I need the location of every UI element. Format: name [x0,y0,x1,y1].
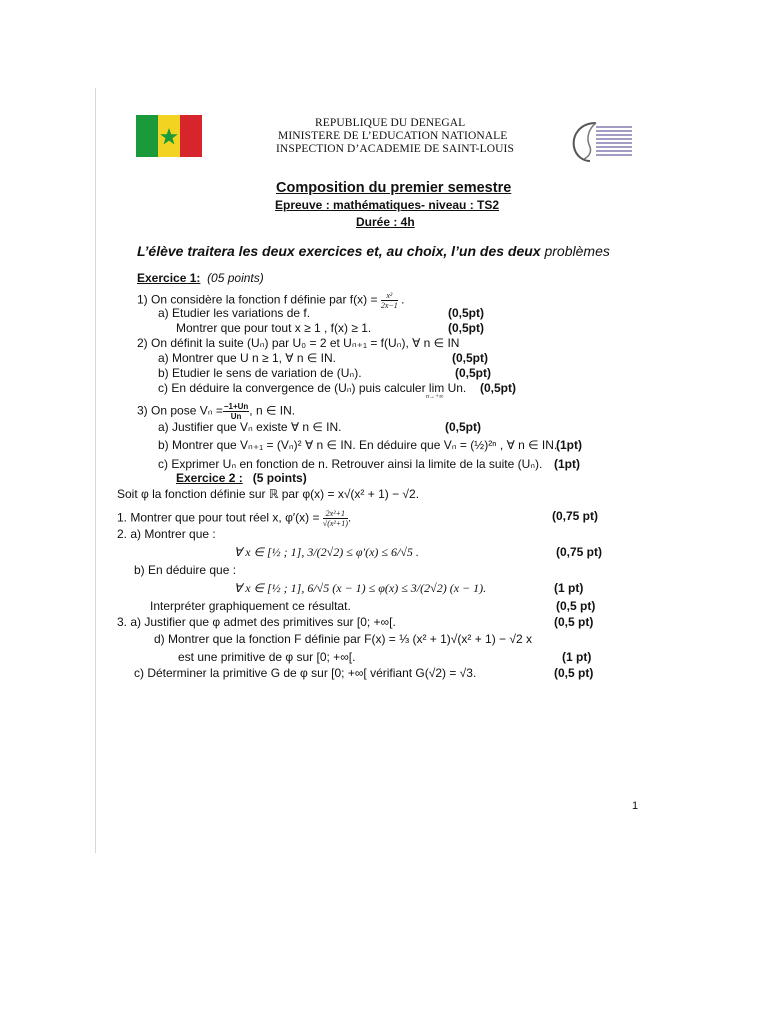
ex1-q1b-points: (0,5pt) [448,321,484,335]
exam-subject: Epreuve : mathématiques- niveau : TS2 [275,198,500,212]
instruction-light: problèmes [540,243,610,259]
ex1-q3c-points: (1pt) [554,457,580,471]
ex2-q2: 2. a) Montrer que : [117,527,216,541]
ex2-q1 [117,509,351,528]
instruction-bold: L’élève traitera les deux exercices et, au choix, l’un des deux [137,243,541,259]
ex2-q3d-points: (1 pt) [562,650,592,664]
ex1-q3-num: −1+Un [223,402,249,411]
ex2-q1-text: 1. Montrer que pour tout réel x, φ′(x) = [117,510,320,525]
ex2-q1-points: (0,75 pt) [552,509,599,523]
star-icon [136,115,202,157]
ex1-q2a: a) Montrer que U n ≥ 1, ∀ n ∈ IN. [158,351,336,365]
ex1-q3-fraction [223,402,249,421]
header-ministry: MINISTERE DE L’EDUCATION NATIONALE [278,130,508,142]
exercise-1-title: Exercice 1: [137,271,201,285]
exercise-2-title: Exercice 2 : [176,471,243,485]
ex1-q1a-points: (0,5pt) [448,306,484,320]
ex2-q2b-points: (1 pt) [554,581,584,595]
ex1-q2: 2) On définit la suite (Uₙ) par U₀ = 2 et Uₙ₊₁ = f(Uₙ), ∀ n ∈ IN [137,336,460,350]
ex1-q3-den: Un [230,412,242,421]
page-number: 1 [632,800,639,812]
exercise-2-points: (5 points) [252,471,307,485]
ex1-q3-text: 3) On pose Vₙ = [137,403,223,418]
instruction [137,243,610,259]
exercise-1-heading [137,271,264,285]
ex2-q1-den: √(x²+1) [322,519,348,528]
senegal-flag [136,115,202,157]
exercise-2-heading [176,471,307,485]
ex2-intro: Soit φ la fonction définie sur ℝ par φ(x) = x√(x² + 1) − √2. [117,487,420,501]
ex1-q3 [137,402,295,421]
ex1-q1-den: 2x−1 [380,301,398,310]
ex1-q2b: b) Etudier le sens de variation de (Uₙ). [158,366,362,380]
ex1-q2c-points: (0,5pt) [480,381,516,395]
ex1-q2b-points: (0,5pt) [455,366,491,380]
ex1-q2a-points: (0,5pt) [452,351,488,365]
ex1-q2c: c) En déduire la convergence de (Uₙ) puis calculer lim Un. [158,381,467,395]
ex2-q1-num: 2x²+1 [323,509,348,519]
ex2-q2c-points: (0,5 pt) [556,599,596,613]
ex2-q3: 3. a) Justifier que φ admet des primitives sur [0; +∞[. [117,615,396,629]
exam-duration: Durée : 4h [356,215,415,229]
ex1-q3b-points: (1pt) [556,438,582,452]
header-inspection: INSPECTION D’ACADEMIE DE SAINT-LOUIS [276,143,514,155]
ex1-q1-fraction [381,291,398,310]
ex1-q1a: a) Etudier les variations de f. [158,306,311,320]
ex1-q3c: c) Exprimer Uₙ en fonction de n. Retrouver ainsi la limite de la suite (Uₙ). [158,457,543,471]
ex1-q2c-limit-sub: n→+∞ [426,394,444,400]
ex2-q2a-points: (0,75 pt) [556,545,603,559]
ex1-q1: 1) On considère la fonction f définie par f(x) = $\frac{\text{x²}}{2x-1}$ . [137,291,405,310]
ex2-q3-points: (0,5 pt) [554,615,594,629]
ex1-q3b: b) Montrer que Vₙ₊₁ = (Vₙ)² ∀ n ∈ IN. En déduire que Vₙ = (½)²ⁿ , ∀ n ∈ IN. [158,438,558,452]
ex1-q1-text: 1) On considère la fonction f définie par f(x) = [137,292,378,307]
exercise-1-points: (05 points) [207,271,264,285]
ex1-q3-tail: , n ∈ IN. [249,403,296,418]
ex2-q2a-math: ∀ x ∈ [½ ; 1], 3/(2√2) ≤ φ′(x) ≤ 6/√5 . [234,545,419,559]
ex2-q1-fraction [323,509,348,528]
header-republic: REPUBLIQUE DU DENEGAL [315,117,466,129]
ex2-q3c-points: (0,5 pt) [554,666,594,680]
ex1-q1b: Montrer que pour tout x ≥ 1 , f(x) ≥ 1. [176,321,372,335]
ex2-q3c: c) Déterminer la primitive G de φ sur [0; +∞[ vérifiant G(√2) = √3. [134,666,477,680]
academy-logo [566,115,634,165]
ex2-q1-tail: . [347,510,352,525]
ex1-q3a: a) Justifier que Vₙ existe ∀ n ∈ IN. [158,420,342,434]
ex2-q2b: b) En déduire que : [134,563,237,577]
ex2-q2c: Interpréter graphiquement ce résultat. [150,599,351,613]
ex2-q3d-cont: est une primitive de φ sur [0; +∞[. [178,650,356,664]
ex1-q3a-points: (0,5pt) [445,420,481,434]
exam-title: Composition du premier semestre [276,180,512,196]
page-margin-line [95,88,96,853]
ex2-q3d: d) Montrer que la fonction F définie par F(x) = ⅓ (x² + 1)√(x² + 1) − √2 x [154,632,532,646]
ex2-q2b-math: ∀ x ∈ [½ ; 1], 6/√5 (x − 1) ≤ φ(x) ≤ 3/(2√2) (x − 1). [234,581,487,595]
ex1-q1-num: x² [381,291,398,301]
